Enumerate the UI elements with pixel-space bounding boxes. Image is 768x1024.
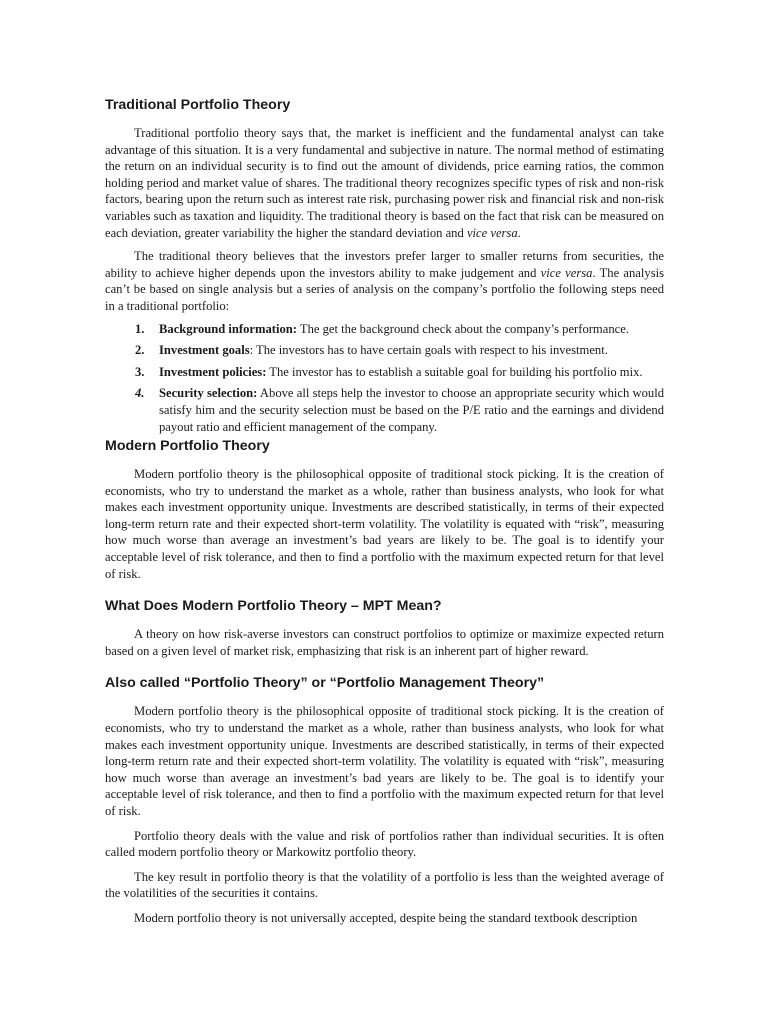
- traditional-paragraph-2: [105, 248, 664, 314]
- section-heading-also-called: Also called “Portfolio Theory” or “Portfolio Management Theory”: [105, 675, 545, 692]
- list-item-number: 1.: [135, 321, 145, 336]
- vice-versa-italic: vice versa: [540, 265, 593, 280]
- modern-paragraph-1: Modern portfolio theory is the philosophical opposite of traditional stock picking. It is the creation of economists, who try to understand the market as a whole, rather than business analysts, who look for what makes each investment opportunity unique. Investments are described statistically, in terms of their expected long-term return rate and their expected short-term volatility. The volatility is equated with “risk”, measuring how much worse than average an investment’s bad years are likely to be. The goal is to identify your acceptable level of risk tolerance, and then to find a portfolio with the maximum expected return for that level of risk.: [105, 467, 664, 581]
- list-item: [105, 321, 664, 338]
- list-item-term: Background information:: [159, 321, 297, 336]
- paragraph-end: .: [517, 225, 521, 240]
- list-item-text: Above all steps help the investor to choose an appropriate security which would satisfy him and the security selection must be based on the P/E ratio and the earnings and dividend payout ratio and efficient management of the company.: [159, 386, 664, 434]
- traditional-paragraph-2-text-a: The traditional theory believes that the investors prefer larger to smaller returns from securities, the ability to achieve higher depends upon the investors ability to make judgement and: [105, 249, 664, 280]
- section-heading-modern: Modern Portfolio Theory: [105, 438, 270, 455]
- vice-versa-italic: vice versa: [466, 225, 518, 240]
- traditional-steps-list: [105, 321, 664, 436]
- also-called-paragraph-1: Modern portfolio theory is the philosophical opposite of traditional stock picking. It is the creation of economists, who try to understand the market as a whole, rather than business analysts, who look for what makes each investment opportunity unique. Investments are described statistically, in terms of their expected long-term return rate and their expected short-term volatility. The volatility is equated with “risk”, measuring how much worse than average an investment’s bad years are likely to be. The goal is to identify your acceptable level of risk tolerance, and then to find a portfolio with the maximum expected return for that level of risk.: [105, 704, 664, 818]
- also-called-paragraph-2: Portfolio theory deals with the value and risk of portfolios rather than individual securities. It is often called modern portfolio theory or Markowitz portfolio theory.: [105, 828, 664, 860]
- list-item-text: The investor has to establish a suitable goal for building his portfolio mix.: [266, 364, 643, 379]
- traditional-paragraph-1-text: Traditional portfolio theory says that, the market is inefficient and the fundamental analyst can take advantage of this situation. It is a very fundamental and subjective in nature. The normal method of estimating the return on an individual security is to find out the amount of dividends, price earning ratios, the common holding period and market value of shares. The traditional theory recognizes specific types of risk and non-risk factors, bearing upon the return such as interest rate risk, purchasing power risk and financial risk and non-risk variables such as taxation and liquidity. The traditional theory is based on the fact that risk can be measured on each deviation, greater variability the higher the standard deviation and: [105, 126, 664, 240]
- section-heading-traditional: Traditional Portfolio Theory: [105, 97, 291, 113]
- list-item: [105, 364, 664, 381]
- list-item-number: 2.: [135, 343, 145, 358]
- list-item-term: Security selection:: [159, 386, 258, 401]
- list-item-term: Investment policies:: [159, 364, 267, 379]
- also-called-paragraph-4: Modern portfolio theory is not universally accepted, despite being the standard textbook description: [134, 910, 638, 925]
- list-item-text: The get the background check about the company’s performance.: [296, 321, 629, 336]
- list-item-number: 3.: [135, 364, 145, 379]
- also-called-paragraph-3: The key result in portfolio theory is that the volatility of a portfolio is less than the weighted average of the volatilities of the securities it contains.: [105, 869, 664, 901]
- list-item: [105, 342, 664, 359]
- mpt-mean-paragraph-1: A theory on how risk-averse investors can construct portfolios to optimize or maximize expected return based on a given level of market risk, emphasizing that risk is an inherent part of higher reward.: [105, 627, 664, 658]
- list-item-number: 4.: [135, 386, 145, 401]
- page-content: [105, 96, 664, 927]
- list-item: [105, 385, 664, 435]
- traditional-paragraph-2-text-b: . The analysis can’t be based on single analysis but a series of analysis on the company’s portfolio the following steps need in a traditional portfolio:: [105, 265, 664, 313]
- traditional-paragraph-1: [105, 125, 664, 241]
- list-item-text: : The investors has to have certain goals with respect to his investment.: [249, 343, 608, 358]
- section-heading-mpt-mean: What Does Modern Portfolio Theory – MPT Mean?: [105, 598, 442, 615]
- list-item-term: Investment goals: [159, 343, 250, 358]
